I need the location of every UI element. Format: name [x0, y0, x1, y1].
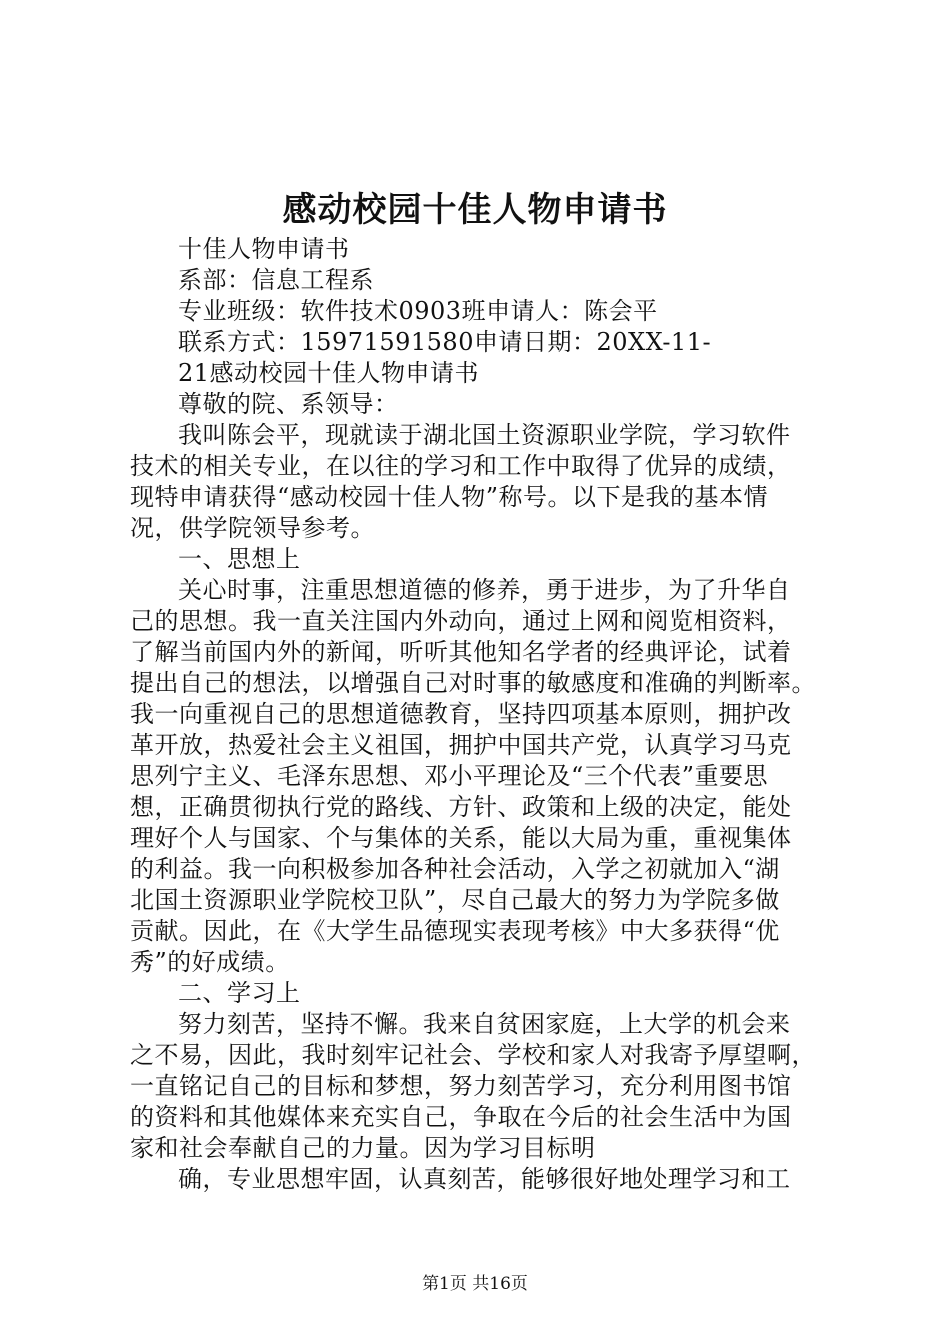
- text-line: 贡献。因此，在《大学生品德现实表现考核》中大多获得“优: [130, 917, 780, 945]
- text-line: 尊敬的院、系领导：: [178, 390, 399, 418]
- text-line: 技术的相关专业，在以往的学习和工作中取得了优异的成绩，: [130, 452, 792, 480]
- text-line: 一直铭记自己的目标和梦想，努力刻苦学习，充分利用图书馆: [130, 1072, 792, 1100]
- text-line: 秀”的好成绩。: [130, 948, 290, 976]
- text-line: 北国土资源职业学院校卫队”，尽自己最大的努力为学院多做: [130, 886, 780, 914]
- text-line: 的资料和其他媒体来充实自己，争取在今后的社会生活中为国: [130, 1103, 792, 1131]
- text-line: 了解当前国内外的新闻，听听其他知名学者的经典评论，试着: [130, 638, 792, 666]
- text-line: 确，专业思想牢固，认真刻苦，能够很好地处理学习和工: [178, 1165, 791, 1193]
- text-line: 关心时事，注重思想道德的修养，勇于进步，为了升华自: [178, 576, 791, 604]
- text-line: 家和社会奉献自己的力量。因为学习目标明: [130, 1134, 596, 1162]
- text-line: 之不易，因此，我时刻牢记社会、学校和家人对我寄予厚望啊，: [130, 1041, 816, 1069]
- text-line: 一、思想上: [178, 545, 301, 573]
- text-line: 十佳人物申请书: [178, 235, 350, 263]
- text-line: 我一向重视自己的思想道德教育，坚持四项基本原则，拥护改: [130, 700, 792, 728]
- text-line: 联系方式：15971591580申请日期：20XX-11-: [178, 328, 712, 356]
- text-line: 己的思想。我一直关注国内外动向，通过上网和阅览相资料，: [130, 607, 792, 635]
- page-footer: 第1页 共16页: [422, 1274, 528, 1294]
- text-line: 系部：信息工程系: [178, 266, 374, 294]
- text-line: 我叫陈会平，现就读于湖北国土资源职业学院，学习软件: [178, 421, 791, 449]
- text-line: 革开放，热爱社会主义祖国，拥护中国共产党，认真学习马克: [130, 731, 792, 759]
- text-line: 现特申请获得“感动校园十佳人物”称号。以下是我的基本情: [130, 483, 769, 511]
- text-line: 21感动校园十佳人物申请书: [178, 359, 480, 387]
- document-body: [130, 234, 852, 1195]
- text-line: 理好个人与国家、个与集体的关系，能以大局为重，重视集体: [130, 824, 792, 852]
- document-title: 感动校园十佳人物申请书: [282, 190, 668, 230]
- text-line: 况，供学院领导参考。: [130, 514, 375, 542]
- text-line: 的利益。我一向积极参加各种社会活动，入学之初就加入“湖: [130, 855, 780, 883]
- text-line: 提出自己的想法，以增强自己对时事的敏感度和准确的判断率。: [130, 669, 816, 697]
- text-line: 二、学习上: [178, 979, 301, 1007]
- text-line: 努力刻苦，坚持不懈。我来自贫困家庭，上大学的机会来: [178, 1010, 791, 1038]
- text-line: 思列宁主义、毛泽东思想、邓小平理论及“三个代表”重要思: [130, 762, 769, 790]
- text-line: 专业班级：软件技术0903班申请人：陈会平: [178, 297, 658, 325]
- text-line: 想，正确贯彻执行党的路线、方针、政策和上级的决定，能处: [130, 793, 792, 821]
